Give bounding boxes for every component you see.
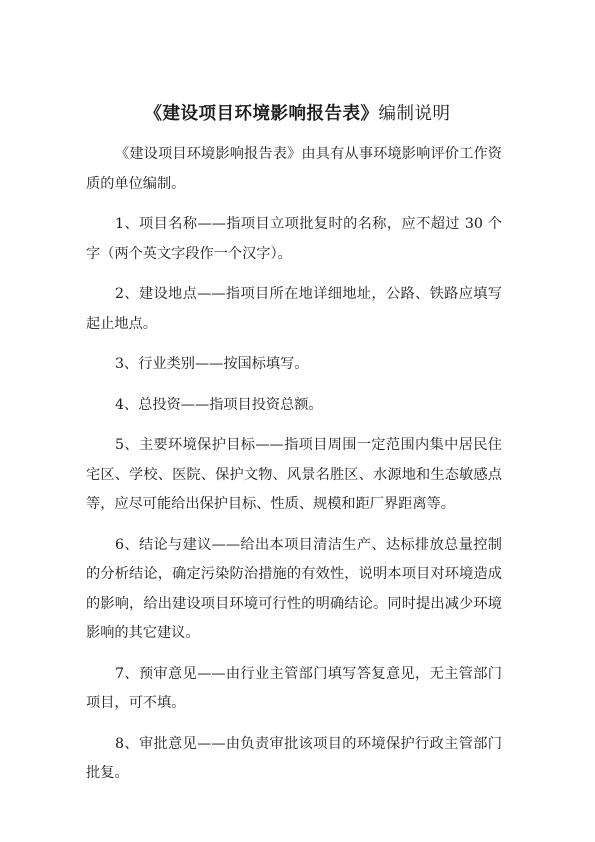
- item-preliminary-review: 7、预审意见——由行业主管部门填写答复意见，无主管部门项目，可不填。: [86, 665, 502, 711]
- intro-paragraph: 《建设项目环境影响报告表》由具有从事环境影响评价工作资质的单位编制。: [86, 146, 502, 192]
- item-protection-targets: 5、主要环境保护目标——指项目周围一定范围内集中居民住宅区、学校、医院、保护文物、风景名胜区、水源地和生态敏感点等，应尽可能给出保护目标、性质、规模和距厂界距离等。: [86, 437, 502, 512]
- item-industry-category: 3、行业类别——按国标填写。: [115, 356, 309, 372]
- item-total-investment: 4、总投资——指项目投资总额。: [115, 396, 323, 413]
- item-approval-opinion: 8、审批意见——由负责审批该项目的环境保护行政主管部门批复。: [86, 735, 502, 781]
- item-construction-site: 2、建设地点——指项目所在地详细地址，公路、铁路应填写起止地点。: [86, 286, 502, 332]
- title-main: 《建设项目环境影响报告表》: [144, 104, 379, 124]
- title-suffix: 编制说明: [378, 104, 451, 124]
- item-conclusions: 6、结论与建议——给出本项目清洁生产、达标排放总量控制的分析结论，确定污染防治措施的有效性，说明本项目对环境造成的影响，给出建设项目环境可行性的明确结论。同时提出减少环境影响的其它建议。: [86, 536, 502, 641]
- document-body: [86, 140, 502, 789]
- item-project-name: 1、项目名称——指项目立项批复时的名称，应不超过 30 个字（两个英文字段作一个汉字）。: [86, 216, 502, 262]
- document-title: [0, 100, 595, 125]
